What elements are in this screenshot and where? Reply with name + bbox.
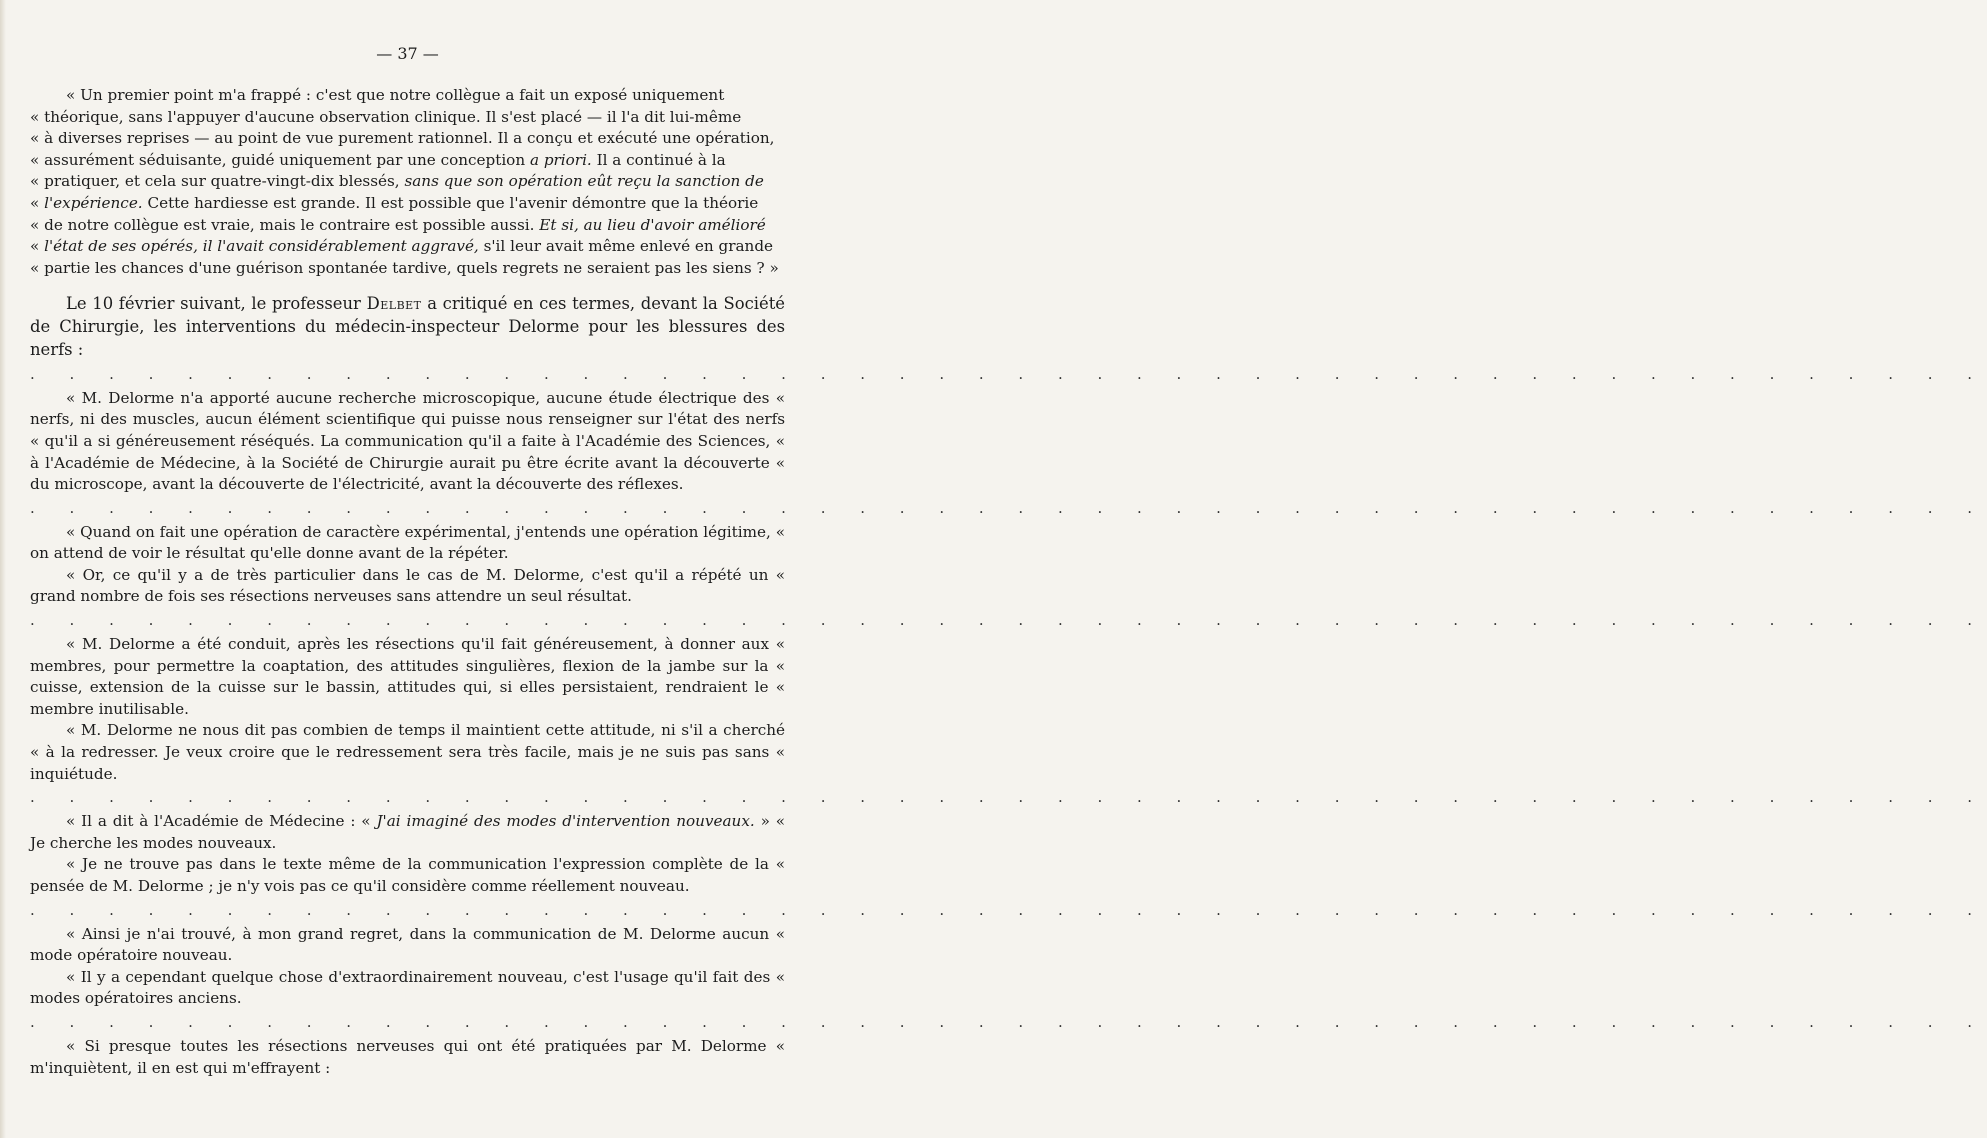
quote-line: « à diverses reprises — au point de vue purement rationnel. Il a conçu et exécuté une opération, — [30, 129, 775, 148]
body-paragraph: Le 10 février suivant, le professeur Delbet a critiqué en ces termes, devant la Société de Chirurgie, les interventions du médecin-inspecteur Delorme pour les blessures des nerfs : — [30, 294, 786, 359]
ellipsis-separator: . . . . . . . . . . . . . . . . . . . . . . . . . . . . . . . . . . . . . . . . . . . . . . . . . . — [30, 611, 1987, 630]
ellipsis-separator: . . . . . . . . . . . . . . . . . . . . . . . . . . . . . . . . . . . . . . . . . . . . . . . . . . — [30, 1012, 1987, 1031]
opening-quote — [30, 85, 785, 279]
quote-line: « pratiquer, et cela sur quatre-vingt-dix blessés, sans que son opération eût reçu la sanction de — [30, 172, 764, 191]
quote-paragraph: « Or, ce qu'il y a de très particulier dans le cas de M. Delorme, c'est qu'il a répété un « grand nombre de fois ses résections nerveuses sans attendre un seul résultat. — [30, 565, 785, 606]
quote-paragraph: « M. Delorme a été conduit, après les résections qu'il fait généreusement, à donner aux « membres, pour permettre la coaptation, des attitudes singulières, flexion de la jambe sur la « cuisse, extension de la cuisse sur le bassin, attitudes qui, si elles persistaient, rendraient le « membre inutilisable. — [30, 635, 785, 718]
ellipsis-separator: . . . . . . . . . . . . . . . . . . . . . . . . . . . . . . . . . . . . . . . . . . . . . . . . . . — [30, 788, 1987, 807]
ellipsis-separator: . . . . . . . . . . . . . . . . . . . . . . . . . . . . . . . . . . . . . . . . . . . . . . . . . . — [30, 498, 1987, 517]
quote-line: « partie les chances d'une guérison spontanée tardive, quels regrets ne seraient pas les siens ? » — [30, 258, 779, 277]
quote-line: « de notre collègue est vraie, mais le contraire est possible aussi. Et si, au lieu d'avoir amélioré — [30, 215, 766, 234]
quote-paragraph: « Ainsi je n'ai trouvé, à mon grand regret, dans la communication de M. Delorme aucun « mode opératoire nouveau. — [30, 924, 785, 965]
quote-line: « assurément séduisante, guidé uniquement par une conception a priori. Il a continué à la — [30, 150, 726, 169]
ellipsis-separator: . . . . . . . . . . . . . . . . . . . . . . . . . . . . . . . . . . . . . . . . . . . . . . . . . . — [30, 900, 1987, 919]
quote-line: « théorique, sans l'appuyer d'aucune observation clinique. Il s'est placé — il l'a dit lui-même — [30, 107, 742, 126]
quote-line: « l'état de ses opérés, il l'avait considérablement aggravé, s'il leur avait même enlevé en grande — [30, 237, 774, 256]
quote-paragraph: « Il y a cependant quelque chose d'extraordinairement nouveau, c'est l'usage qu'il fait des « modes opératoires anciens. — [30, 967, 785, 1008]
document-page — [30, 44, 1987, 1079]
quote-paragraph: « Si presque toutes les résections nerveuses qui ont été pratiquées par M. Delorme « m'inquiètent, il en est qui m'effrayent : — [30, 1036, 785, 1077]
quote-paragraph: « M. Delorme ne nous dit pas combien de temps il maintient cette attitude, ni s'il a cherché « à la redresser. Je veux croire que le redressement sera très facile, mais je ne suis pas sans « inquiétude. — [30, 721, 785, 783]
quote-line: « Un premier point m'a frappé : c'est que notre collègue a fait un exposé uniquement — [66, 86, 725, 104]
quote-paragraph: « Il a dit à l'Académie de Médecine : « J'ai imaginé des modes d'intervention nouveaux. » « Je cherche les modes nouveaux. — [30, 812, 786, 852]
quote-paragraph: « Quand on fait une opération de caractère expérimental, j'entends une opération légitime, « on attend de voir le résultat qu'elle donne avant de la répéter. — [30, 522, 785, 563]
author-name: Delbet — [366, 294, 422, 314]
quote-paragraph: « Je ne trouve pas dans le texte même de la communication l'expression complète de la « pensée de M. Delorme ; je n'y vois pas ce qu'il considère comme réellement nouveau. — [30, 855, 785, 896]
page-margin-shadow — [0, 0, 6, 1138]
ellipsis-separator: . . . . . . . . . . . . . . . . . . . . . . . . . . . . . . . . . . . . . . . . . . . . . . . . . . — [30, 364, 1987, 383]
quote-paragraph: « M. Delorme n'a apporté aucune recherche microscopique, aucune étude électrique des « nerfs, ni des muscles, aucun élément scientifique qui puisse nous renseigner sur l'état des nerfs « qu'il a si généreusement réséqués. La communication qu'il a faite à l'Académie des Sciences, « à l'Académie de Médecine, à la Société de Chirurgie aurait pu être écrite avant la découverte « du microscope, avant la découverte de l'électricité, avant la découverte des réflexes. — [30, 388, 785, 494]
quote-line: « l'expérience. Cette hardiesse est grande. Il est possible que l'avenir démontre que la théorie — [30, 193, 759, 212]
page-number: — 37 — — [376, 44, 439, 63]
